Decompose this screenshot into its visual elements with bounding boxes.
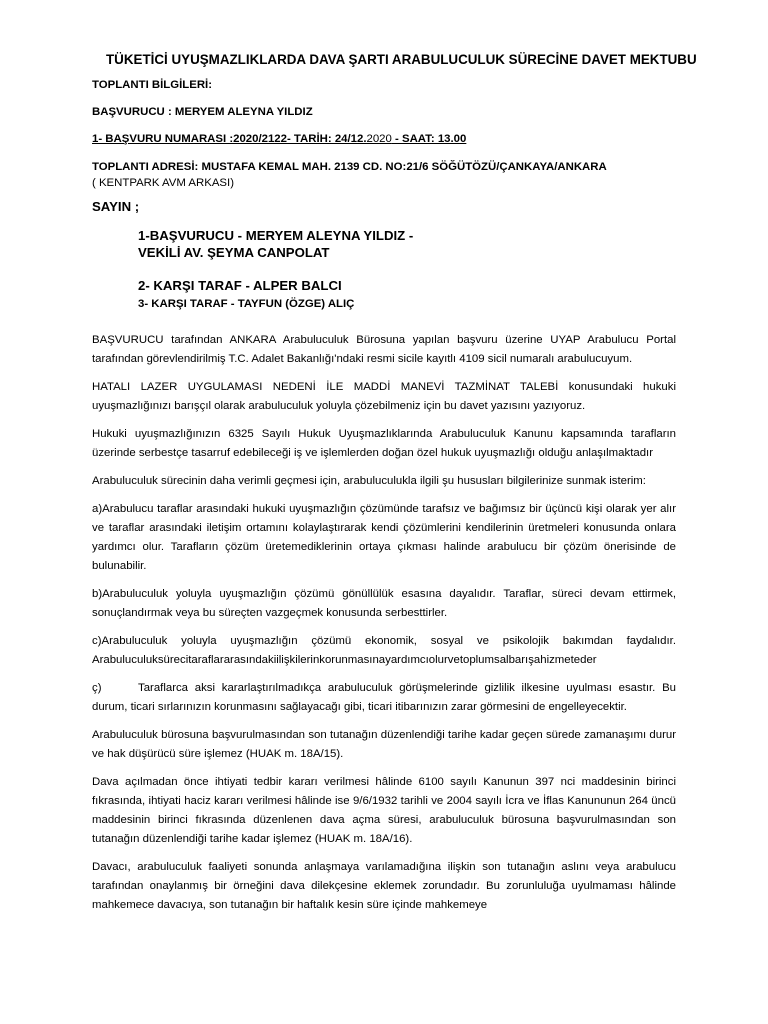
applicant-line: BAŞVURUCU : MERYEM ALEYNA YILDIZ — [92, 106, 313, 118]
meeting-info-label: TOPLANTI BİLGİLERİ: — [92, 79, 213, 91]
paragraph-statute-limitation: Arabuluculuk bürosuna başvurulmasından son tutanağın düzenlendiği tarihe kadar geçen sürede zamanaşımı durur ve hak düşürücü süre işlemez (HUAK m. 18A/15). — [92, 729, 676, 760]
meeting-address-sub: ( KENTPARK AVM ARKASI) — [92, 177, 234, 189]
party-1-line-2: VEKİLİ AV. ŞEYMA CANPOLAT — [138, 245, 330, 260]
list-marker-c-cedilla: ç) — [92, 682, 102, 694]
paragraph-item-b: b)Arabuluculuk yoluyla uyuşmazlığın çözümü gönüllülük esasına dayalıdır. Taraflar, süreci devam ettirmek, sonuçlandırmak veya bu süreçten vazgeçmek konusunda serbesttirler. — [92, 588, 676, 619]
paragraph-item-c: c)Arabuluculuk yoluyla uyuşmazlığın çözümü ekonomik, sosyal ve psikolojik bakımdan faydalıdır. Arabuluculuksürecitaraflararasındakiilişkilerinkorunmasınayardımcıolurvetoplumsalbarışahizmeteder — [92, 635, 676, 666]
paragraph-law-scope: Hukuki uyuşmazlığınızın 6325 Sayılı Hukuk Uyuşmazlıklarında Arabuluculuk Kanunu kapsamında tarafların üzerinde serbestçe tasarruf edebileceği iş ve işlemlerden doğan özel hukuk uyuşmazlığı olduğu anlaşılmaktadır — [92, 428, 676, 459]
paragraph-mediator-intro: BAŞVURUCU tarafından ANKARA Arabuluculuk Bürosuna yapılan başvuru üzerine UYAP Arabulucu Portal tarafından görevlendirilmiş T.C. Adalet Bakanlığı'ndaki resmi sicile kayıtlı 4109 sicil numaralı arabulucuyum. — [92, 334, 676, 365]
paragraph-item-a: a)Arabulucu taraflar arasındaki hukuki uyuşmazlığın çözümünde tarafsız ve bağımsız bir üçüncü kişi olarak yer alır ve taraflar arasındaki iletişim ortamını kolaylaştırarak kendi çözümlerini kendilerinin üretmeleri konusunda onlara yardımcı olur. Tarafların çözüm üretemediklerinin ortaya çıkması halinde arabulucu bir çözüm önerisinde de bulunabilir. — [92, 503, 676, 572]
paragraph-item-c-cedilla — [92, 679, 676, 717]
greeting: SAYIN ; — [92, 199, 140, 214]
paragraph-info-intro: Arabuluculuk sürecinin daha verimli geçmesi için, arabuluculukla ilgili şu hususları bilgilerinize sunmak isterim: — [92, 475, 646, 487]
parties-block — [92, 227, 676, 312]
party-3: 3- KARŞI TARAF - TAYFUN (ÖZGE) ALIÇ — [138, 298, 355, 310]
application-time: - SAAT: 13.00 — [391, 133, 467, 145]
document-title: TÜKETİCİ UYUŞMAZLIKLARDA DAVA ŞARTI ARABULUCULUK SÜRECİNE DAVET MEKTUBU — [106, 52, 697, 67]
meeting-address-text: TOPLANTI ADRESİ: MUSTAFA KEMAL MAH. 2139 CD. NO:21/6 SÖĞÜTÖZÜ/ÇANKAYA/ANKARA — [92, 161, 607, 173]
application-number-line — [92, 133, 676, 145]
party-2: 2- KARŞI TARAF - ALPER BALCI — [138, 278, 342, 293]
application-year: 2020 — [366, 133, 392, 145]
paragraph-dispute-subject: HATALI LAZER UYGULAMASI NEDENİ İLE MADDİ MANEVİ TAZMİNAT TALEBİ konusundaki hukuki uyuşmazlığınızı barışçıl olarak arabuluculuk yoluyla çözebilmeniz için bu davet yazısını yazıyoruz. — [92, 381, 676, 412]
party-1-line-1: 1-BAŞVURUCU - MERYEM ALEYNA YILDIZ - — [138, 228, 414, 243]
meeting-address — [92, 159, 676, 175]
application-number-prefix: 1- BAŞVURU NUMARASI :2020/2122- TARİH: 24/12. — [92, 133, 367, 145]
paragraph-item-c-cedilla-text: Taraflarca aksi kararlaştırılmadıkça arabuluculuk görüşmelerinde gizlilik ilkesine uyulması esastır. Bu durum, ticari sırlarınızın korunmasını sağlayacağı gibi, ticari itibarınızın zarar görmesini de engelleyecektir. — [92, 682, 676, 713]
paragraph-interim-measures: Dava açılmadan önce ihtiyati tedbir kararı verilmesi hâlinde 6100 sayılı Kanunun 397 nci maddesinin birinci fıkrasında, ihtiyati haciz kararı verilmesi hâlinde ise 9/6/1932 tarihli ve 2004 sayılı İcra ve İflas Kanununun 264 üncü maddesinin birinci fıkrasında düzenlenen dava açma süresi, arabuluculuk bürosuna başvurulmasından son tutanağın düzenlendiği tarihe kadar işlemez (HUAK m. 18A/16). — [92, 776, 676, 845]
paragraph-final-minutes: Davacı, arabuluculuk faaliyeti sonunda anlaşmaya varılamadığına ilişkin son tutanağın aslını veya arabulucu tarafından onaylanmış bir örneğini dava dilekçesine eklemek zorundadır. Bu zorunluluğa uyulmaması hâlinde mahkemece davacıya, son tutanağın bir haftalık kesin süre içinde mahkemeye — [92, 861, 676, 911]
